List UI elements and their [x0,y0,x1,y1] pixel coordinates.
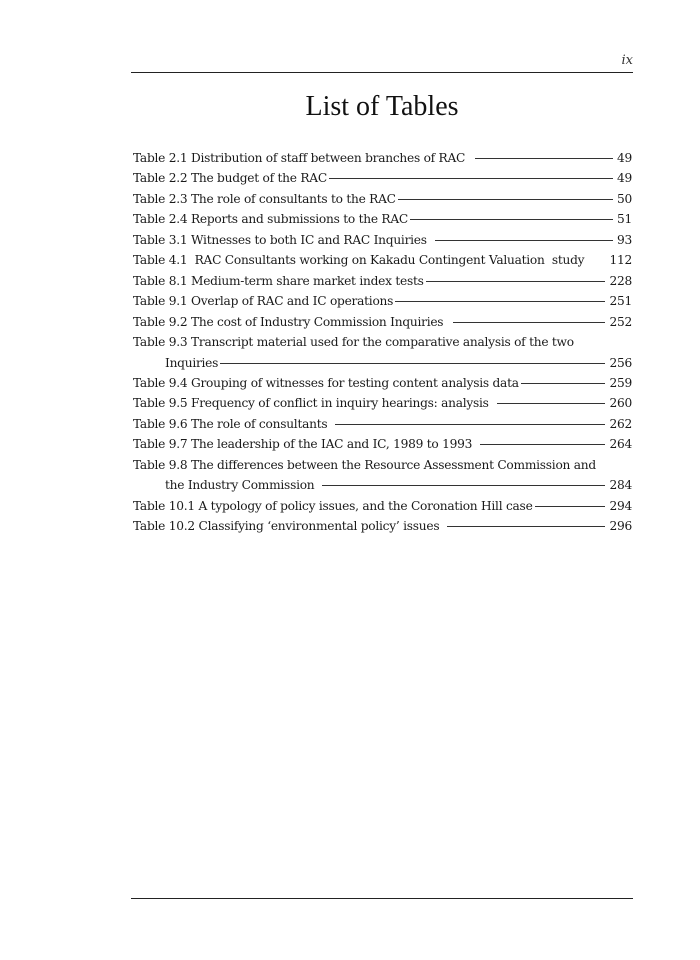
toc-entry-page: 93 [616,232,632,247]
toc-entry-title-continued: the Industry Commission [165,478,315,493]
leader-line [480,444,605,445]
toc-entry-table-9-1[interactable] [133,291,632,311]
leader-line [535,506,606,507]
toc-entry-page: 284 [609,478,632,493]
toc-entry-title: Table 9.4 Grouping of witnesses for testing content analysis data [133,375,519,390]
toc-entry-table-2-2[interactable] [133,168,632,188]
toc-entry-table-9-3[interactable] [133,332,632,373]
toc-entry-page: 296 [609,519,632,534]
toc-entry-table-2-4[interactable] [133,209,632,229]
toc-entry-page: 294 [609,498,632,513]
toc-entry-table-9-6[interactable] [133,414,632,434]
toc-entry-page: 260 [609,396,632,411]
toc-entry-title: Table 9.2 The cost of Industry Commission Inquiries [133,314,444,329]
toc-entry-page: 252 [609,314,632,329]
toc-entry-page: 228 [609,273,632,288]
toc-entry-title: Table 9.6 The role of consultants [133,416,328,431]
toc-entry-page: 49 [616,171,632,186]
leader-line [453,322,605,323]
toc-entry-title: Table 2.2 The budget of the RAC [133,171,327,186]
toc-entry-page: 50 [616,191,632,206]
leader-line [395,301,605,302]
leader-line [220,363,605,364]
toc-entry-table-4-1[interactable] [133,250,632,270]
toc-entry-title: Table 3.1 Witnesses to both IC and RAC Inquiries [133,232,427,247]
toc-entry-table-9-8[interactable] [133,455,632,496]
page-title: List of Tables [305,91,459,122]
leader-line [435,240,613,241]
leader-line [410,219,613,220]
toc-entry-title-continued: Inquiries [165,355,219,370]
leader-line [426,281,606,282]
toc-entry-page: 259 [609,375,632,390]
toc-entry-title: Table 2.3 The role of consultants to the RAC [133,191,396,206]
toc-entry-title: Table 10.1 A typology of policy issues, and the Coronation Hill case [133,498,533,513]
header-rule [131,72,633,73]
toc-entry-table-10-2[interactable] [133,516,632,536]
toc-entry-table-9-7[interactable] [133,434,632,454]
toc-entry-table-2-3[interactable] [133,189,632,209]
toc-entry-table-2-1[interactable] [133,148,632,168]
toc-entry-page: 251 [609,294,632,309]
toc-entry-title: Table 9.7 The leadership of the IAC and IC, 1989 to 1993 [133,437,473,452]
leader-line [497,403,606,404]
toc-entry-page: 262 [609,416,632,431]
toc-entry-page: 112 [609,253,632,268]
toc-entry-title: Table 9.8 The differences between the Resource Assessment Commission and [133,457,596,472]
toc-entry-table-10-1[interactable] [133,496,632,516]
toc-entry-title: Table 2.4 Reports and submissions to the RAC [133,212,408,227]
toc-entry-table-9-4[interactable] [133,373,632,393]
leader-line [475,158,613,159]
leader-line [447,526,605,527]
leader-line [398,199,613,200]
toc-entry-title: Table 9.3 Transcript material used for the comparative analysis of the two [133,335,574,350]
toc-entry-title: Table 9.5 Frequency of conflict in inquiry hearings: analysis [133,396,489,411]
toc-entry-table-8-1[interactable] [133,271,632,291]
leader-line [335,424,605,425]
toc-entry-title: Table 4.1 RAC Consultants working on Kakadu Contingent Valuation study [133,253,585,268]
toc-entry-title: Table 2.1 Distribution of staff between branches of RAC [133,151,466,165]
toc-entry-table-9-2[interactable] [133,312,632,332]
toc-entry-table-3-1[interactable] [133,230,632,250]
toc-entry-page: 49 [616,151,632,165]
toc-entry-table-9-5[interactable] [133,393,632,413]
toc-entry-page: 51 [616,212,632,227]
list-of-tables [133,148,632,537]
toc-entry-title: Table 9.1 Overlap of RAC and IC operations [133,294,394,309]
leader-line [322,485,605,486]
page-number: ix [621,53,633,68]
leader-line [521,383,606,384]
toc-entry-page: 256 [609,355,632,370]
toc-entry-title: Table 10.2 Classifying ‘environmental policy’ issues [133,519,440,534]
footer-rule [131,898,633,899]
leader-line [329,178,613,179]
toc-entry-title: Table 8.1 Medium-term share market index tests [133,273,424,288]
toc-entry-page: 264 [609,437,632,452]
